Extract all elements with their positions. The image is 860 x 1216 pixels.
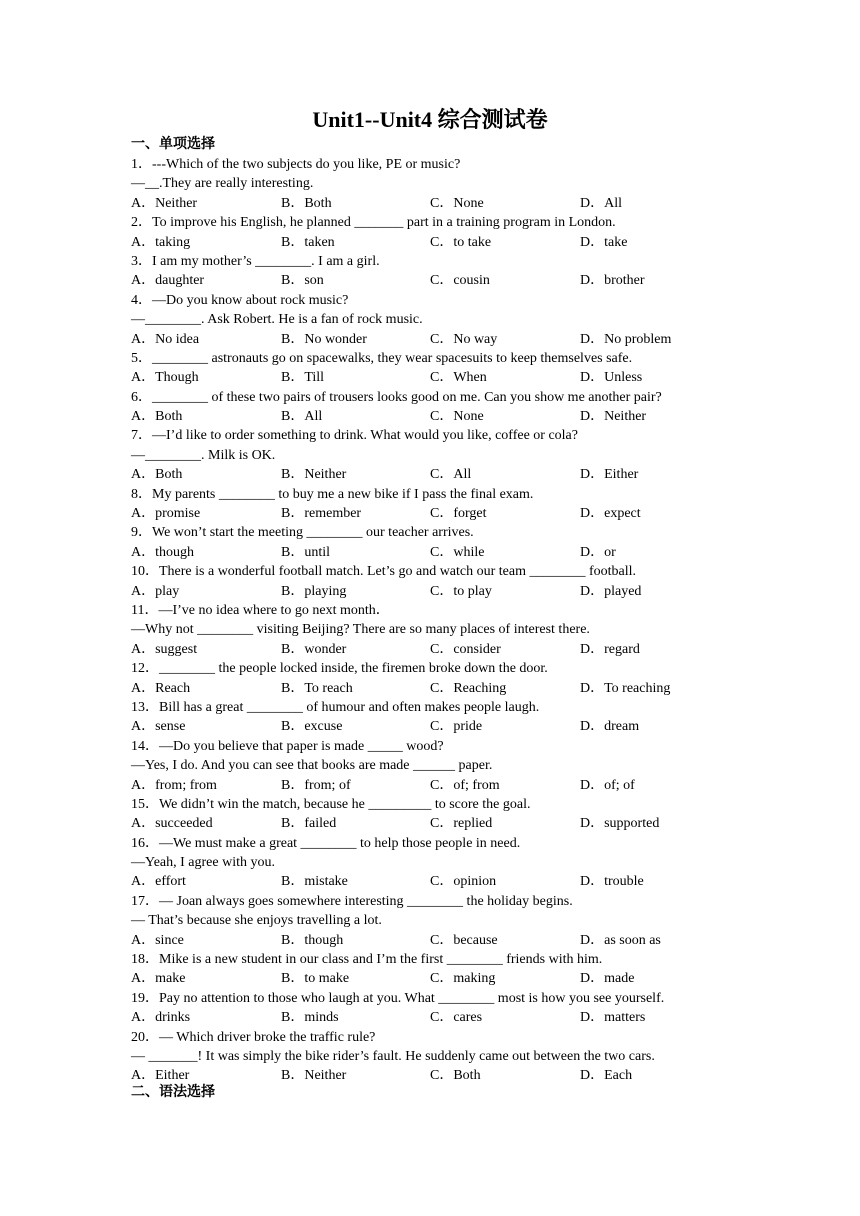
answer-option: A．Though — [131, 370, 199, 386]
question-item — [131, 523, 731, 562]
answer-option: C．of; from — [430, 777, 500, 793]
answer-option: D．Unless — [580, 370, 643, 386]
question-stem: 6．________ of these two pairs of trousers looks good on me. Can you show me another pair? — [131, 389, 662, 405]
question-stem: 19．Pay no attention to those who laugh at you. What ________ most is how you see yourself. — [131, 990, 665, 1006]
answer-option: D．No problem — [580, 331, 672, 347]
page-title: Unit1--Unit4 综合测试卷 — [312, 107, 548, 132]
answer-option: C．to take — [430, 234, 492, 250]
answer-option: B．To reach — [281, 680, 353, 696]
answer-option: B．Neither — [281, 467, 347, 483]
question-item — [131, 291, 731, 349]
answer-option: B．to make — [281, 971, 350, 987]
question-item — [131, 892, 731, 950]
question-stem: 9．We won’t start the meeting ________ our teacher arrives. — [131, 525, 474, 541]
question-item — [131, 1028, 731, 1086]
question-item — [131, 349, 731, 388]
answer-option: B．failed — [281, 816, 337, 832]
answer-option: D．brother — [580, 273, 645, 289]
answer-option: C．cousin — [430, 273, 490, 289]
answer-option: D．take — [580, 234, 628, 250]
answer-option: C．No way — [430, 331, 498, 347]
question-stem: 15．We didn’t win the match, because he _________ to score the goal. — [131, 796, 531, 812]
answer-option: A．suggest — [131, 641, 198, 657]
answer-option: D．supported — [580, 816, 660, 832]
answer-option: D．matters — [580, 1010, 646, 1026]
answer-options — [131, 814, 731, 833]
answer-option: C．None — [430, 409, 484, 425]
answer-option: D．To reaching — [580, 680, 671, 696]
answer-options — [131, 407, 731, 426]
question-stem: 10．There is a wonderful football match. Let’s go and watch our team ________ football. — [131, 564, 637, 580]
answer-option: B．taken — [281, 234, 335, 250]
answer-options — [131, 233, 731, 252]
answer-option: A．Neither — [131, 195, 198, 211]
answer-option: B．Neither — [281, 1068, 347, 1084]
question-list — [131, 155, 731, 1086]
answer-option: D．of; of — [580, 777, 635, 793]
answer-option: C．When — [430, 370, 487, 386]
answer-option: D．as soon as — [580, 932, 661, 948]
question-stem: 1．---Which of the two subjects do you like, PE or music? — [131, 157, 461, 172]
answer-options — [131, 717, 731, 736]
answer-option: C．while — [430, 544, 485, 560]
answer-options — [131, 330, 731, 349]
answer-option: C．Both — [430, 1068, 481, 1084]
question-item — [131, 155, 731, 213]
question-item — [131, 834, 731, 892]
answer-options — [131, 582, 731, 601]
answer-option: A．taking — [131, 234, 191, 250]
answer-options — [131, 872, 731, 891]
answer-option: B．mistake — [281, 874, 348, 890]
answer-option: C．opinion — [430, 874, 497, 890]
question-stem: 12．________ the people locked inside, the firemen broke down the door. — [131, 661, 548, 677]
answer-option: C．All — [430, 467, 472, 483]
question-item — [131, 426, 731, 484]
answer-option: B．from; of — [281, 777, 351, 793]
question-stem: 2．To improve his English, he planned _______ part in a training program in London. — [131, 215, 616, 231]
question-dialogue-line: —________. Milk is OK. — [131, 447, 276, 463]
answer-option: B．son — [281, 273, 324, 289]
question-stem: 14．—Do you believe that paper is made _____ wood? — [131, 738, 444, 754]
answer-option: A．sense — [131, 719, 186, 735]
answer-option: B．playing — [281, 583, 347, 599]
answer-option: B．wonder — [281, 641, 347, 657]
answer-option: A．Reach — [131, 680, 191, 696]
answer-option: A．play — [131, 583, 180, 599]
answer-option: D．Neither — [580, 409, 647, 425]
answer-option: B．minds — [281, 1010, 339, 1026]
question-stem: 18．Mike is a new student in our class and I’m the first ________ friends with him. — [131, 952, 603, 968]
answer-option: A．No idea — [131, 331, 200, 347]
answer-options — [131, 776, 731, 795]
answer-option: D．regard — [580, 641, 640, 657]
question-item — [131, 950, 731, 989]
question-dialogue-line: —__.They are really interesting. — [131, 176, 314, 192]
question-item — [131, 601, 731, 659]
question-stem: 16．—We must make a great ________ to help those people in need. — [131, 835, 521, 851]
answer-options — [131, 640, 731, 659]
answer-option: B．until — [281, 544, 331, 560]
answer-option: B．Till — [281, 370, 325, 386]
answer-option: D．Either — [580, 467, 639, 483]
answer-option: C．Reaching — [430, 680, 507, 696]
question-stem: 11．—I’ve no idea where to go next month． — [131, 602, 390, 618]
answer-option: C．pride — [430, 719, 483, 735]
answer-options — [131, 1066, 731, 1085]
question-stem: 7．—I’d like to order something to drink. What would you like, coffee or cola? — [131, 428, 578, 444]
question-dialogue-line: —________. Ask Robert. He is a fan of rock music. — [131, 312, 423, 328]
answer-option: B．though — [281, 932, 344, 948]
question-dialogue-line: — _______! It was simply the bike rider’s fault. He suddenly came out between the two cars. — [131, 1048, 655, 1064]
question-stem: 17．— Joan always goes somewhere interesting ________ the holiday begins. — [131, 893, 573, 909]
question-dialogue-line: — That’s because she enjoys travelling a lot. — [131, 913, 382, 929]
answer-options — [131, 543, 731, 562]
answer-options — [131, 194, 731, 213]
answer-options — [131, 368, 731, 387]
answer-options — [131, 679, 731, 698]
answer-option: C．to play — [430, 583, 492, 599]
answer-option: B．All — [281, 409, 323, 425]
question-dialogue-line: —Yes, I do. And you can see that books are made ______ paper. — [131, 758, 493, 774]
answer-options — [131, 969, 731, 988]
question-item — [131, 698, 731, 737]
answer-option: C．replied — [430, 816, 493, 832]
answer-option: B．Both — [281, 195, 332, 211]
answer-option: A．daughter — [131, 273, 205, 289]
answer-option: C．because — [430, 932, 498, 948]
answer-option: D．made — [580, 971, 635, 987]
answer-options — [131, 465, 731, 484]
question-item — [131, 659, 731, 698]
question-stem: 4．—Do you know about rock music? — [131, 292, 349, 308]
section-heading-grammar-choice: 二、语法选择 — [131, 1085, 215, 1100]
answer-option: A．effort — [131, 874, 186, 890]
answer-option: A．Both — [131, 409, 183, 425]
answer-option: D．trouble — [580, 874, 644, 890]
question-item — [131, 795, 731, 834]
question-dialogue-line: —Why not ________ visiting Beijing? There are so many places of interest there. — [131, 622, 590, 638]
answer-option: A．make — [131, 971, 186, 987]
question-stem: 20．— Which driver broke the traffic rule? — [131, 1029, 376, 1045]
section-heading-single-choice: 一、单项选择 — [131, 137, 215, 152]
answer-option: A．though — [131, 544, 194, 560]
question-item — [131, 252, 731, 291]
answer-option: A．from; from — [131, 777, 217, 793]
question-dialogue-line: —Yeah, I agree with you. — [131, 855, 275, 871]
question-stem: 5．________ astronauts go on spacewalks, they wear spacesuits to keep themselves safe. — [131, 350, 633, 366]
answer-option: C．None — [430, 195, 484, 211]
answer-option: D．expect — [580, 506, 641, 522]
answer-option: B．No wonder — [281, 331, 367, 347]
answer-option: D．or — [580, 544, 616, 560]
answer-option: C．consider — [430, 641, 501, 657]
question-item — [131, 388, 731, 427]
answer-option: D．played — [580, 583, 642, 599]
answer-option: B．remember — [281, 506, 362, 522]
answer-option: A．drinks — [131, 1010, 191, 1026]
answer-options — [131, 504, 731, 523]
answer-option: A．since — [131, 932, 184, 948]
question-item — [131, 989, 731, 1028]
answer-option: C．cares — [430, 1010, 483, 1026]
question-stem: 3．I am my mother’s ________. I am a girl. — [131, 253, 380, 269]
answer-option: A．Either — [131, 1068, 190, 1084]
answer-option: A．succeeded — [131, 816, 213, 832]
question-item — [131, 737, 731, 795]
question-item — [131, 213, 731, 252]
answer-option: A．Both — [131, 467, 183, 483]
question-item — [131, 485, 731, 524]
answer-options — [131, 271, 731, 290]
answer-option: B．excuse — [281, 719, 343, 735]
answer-option: D．dream — [580, 719, 640, 735]
answer-option: C．making — [430, 971, 496, 987]
question-stem: 13．Bill has a great ________ of humour and often makes people laugh. — [131, 699, 540, 715]
answer-option: D．All — [580, 195, 622, 211]
answer-options — [131, 931, 731, 950]
answer-option: C．forget — [430, 506, 487, 522]
answer-option: D．Each — [580, 1068, 633, 1084]
answer-options — [131, 1008, 731, 1027]
answer-option: A．promise — [131, 506, 201, 522]
question-stem: 8．My parents ________ to buy me a new bike if I pass the final exam. — [131, 486, 534, 502]
question-item — [131, 562, 731, 601]
